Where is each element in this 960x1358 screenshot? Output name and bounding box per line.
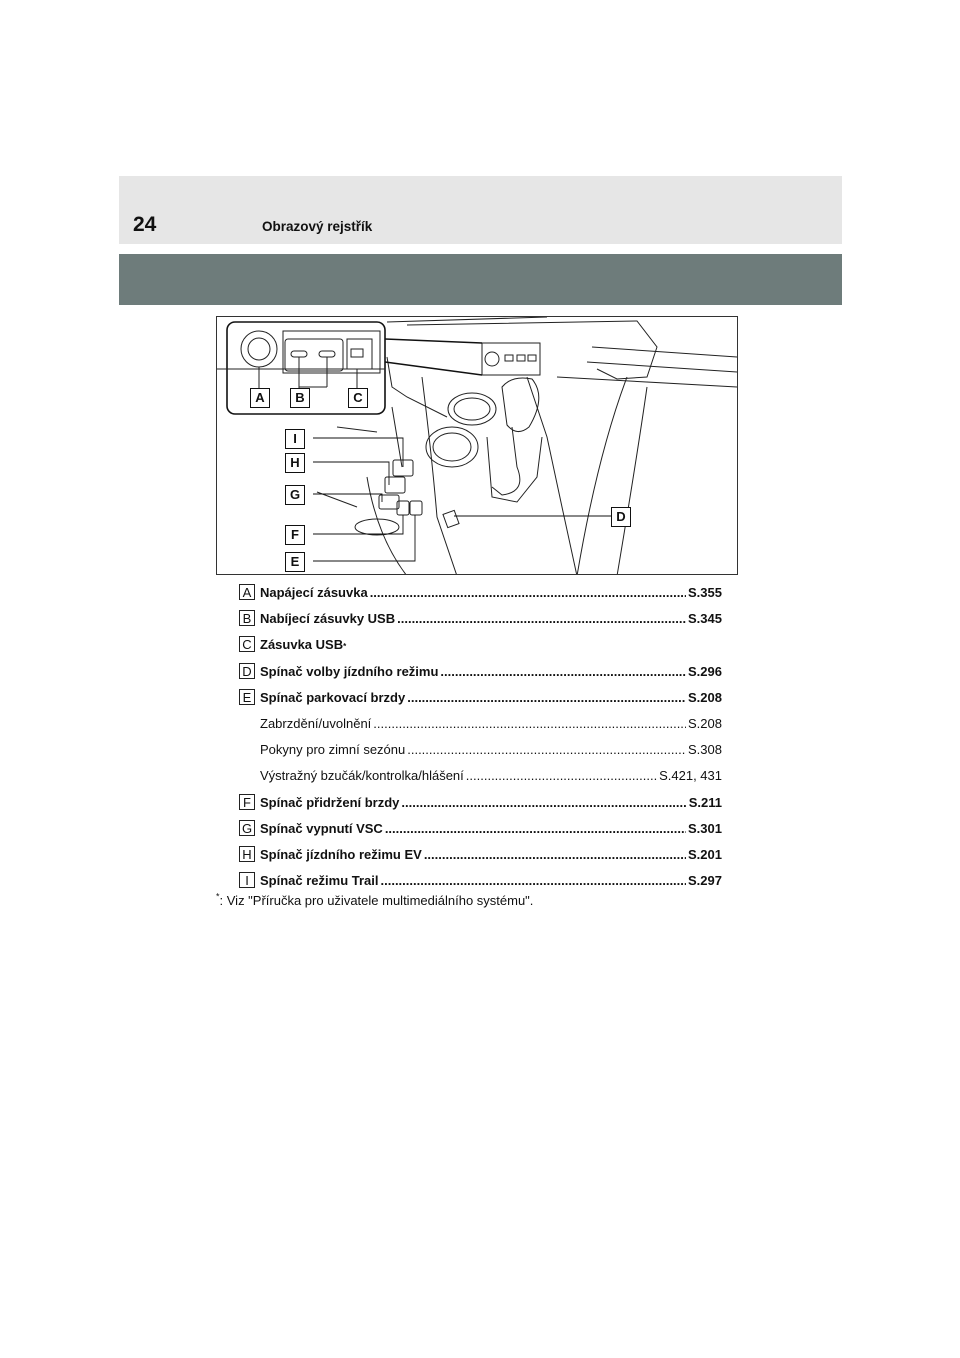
- section-title: Obrazový rejstřík: [262, 219, 373, 234]
- entry-label: Výstražný bzučák/kontrolka/hlášení: [260, 768, 464, 783]
- entry-label: Spínač jízdního režimu EV: [260, 847, 422, 862]
- entry-label: Spínač přidržení brzdy: [260, 795, 400, 810]
- entry-page: S.296: [688, 664, 722, 679]
- entry-f: [239, 794, 722, 812]
- entry-label: Spínač režimu Trail: [260, 873, 379, 888]
- callout-g: G: [285, 485, 305, 505]
- callout-h: H: [285, 453, 305, 473]
- entry-d: [239, 663, 722, 681]
- entry-letter: I: [239, 872, 255, 888]
- entry-label: Zabrzdění/uvolnění: [260, 716, 372, 731]
- entry-page: S.421, 431: [659, 768, 722, 783]
- entry-a: [239, 584, 722, 602]
- header-band: [119, 176, 842, 244]
- entry-letter: G: [239, 820, 255, 836]
- callout-b: B: [290, 388, 310, 408]
- entry-i: [239, 872, 722, 890]
- entry-page: S.355: [688, 585, 722, 600]
- entry-letter: F: [239, 794, 255, 810]
- entry-c: C Zásuvka USB *: [239, 636, 722, 654]
- entry-label: Spínač vypnutí VSC: [260, 821, 383, 836]
- entry-page: S.208: [688, 716, 722, 731]
- callout-a: A: [250, 388, 270, 408]
- entry-letter: H: [239, 846, 255, 862]
- entry-g: [239, 820, 722, 838]
- entry-label: Spínač volby jízdního režimu: [260, 664, 439, 679]
- entry-e-sub-1: [239, 715, 722, 733]
- entry-page: S.301: [688, 821, 722, 836]
- entry-e-sub-3: [239, 767, 722, 785]
- entry-page: S.308: [688, 742, 722, 757]
- footnote-mark: *: [216, 891, 220, 902]
- entry-label: Nabíjecí zásuvky USB: [260, 611, 396, 626]
- callout-e: E: [285, 552, 305, 572]
- entry-page: S.297: [688, 873, 722, 888]
- entry-letter: A: [239, 584, 255, 600]
- callout-f: F: [285, 525, 305, 545]
- entry-e-sub-2: [239, 741, 722, 759]
- entry-label: Zásuvka USB: [260, 637, 344, 652]
- center-console-illustration: [216, 316, 738, 575]
- footnote: [216, 893, 533, 908]
- entry-label: Napájecí zásuvka: [260, 585, 368, 600]
- entry-letter: C: [239, 636, 255, 652]
- callout-d: D: [611, 507, 631, 527]
- callout-i: I: [285, 429, 305, 449]
- section-bar: [119, 254, 842, 305]
- footnote-text: : Viz "Příručka pro uživatele multimediálního systému".: [219, 893, 534, 908]
- entry-letter: E: [239, 689, 255, 705]
- entry-label: Pokyny pro zimní sezónu: [260, 742, 406, 757]
- entry-page: S.211: [688, 795, 722, 810]
- entry-page: S.208: [688, 690, 722, 705]
- entry-letter: D: [239, 663, 255, 679]
- callout-c: C: [348, 388, 368, 408]
- entry-letter: B: [239, 610, 255, 626]
- entry-h: [239, 846, 722, 864]
- page-number: 24: [133, 213, 157, 236]
- entry-b: [239, 610, 722, 628]
- entry-page: S.345: [688, 611, 722, 626]
- entry-page: S.201: [688, 847, 722, 862]
- entry-label: Spínač parkovací brzdy: [260, 690, 406, 705]
- entry-e: [239, 689, 722, 707]
